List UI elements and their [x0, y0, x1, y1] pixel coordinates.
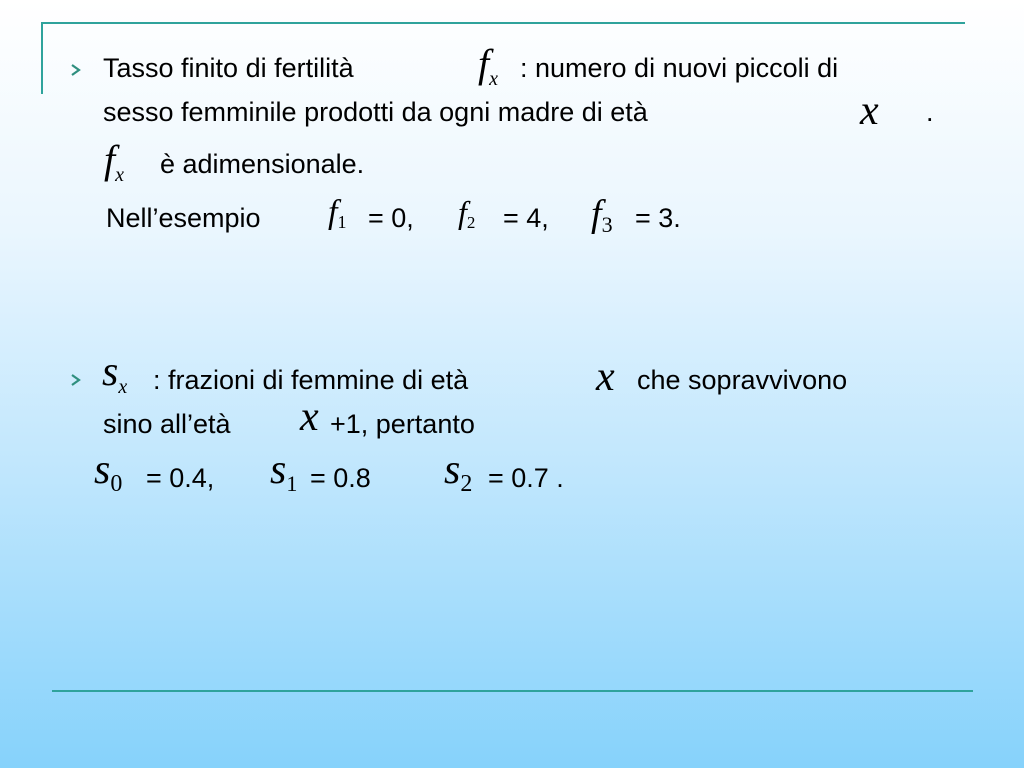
bullet1-line4-text: Nell’esempio: [106, 203, 261, 233]
s0-symbol: [94, 446, 123, 497]
bullet1-line3-text: è adimensionale.: [160, 149, 365, 179]
subscript-2: 2: [466, 213, 476, 232]
x-subscript: x: [489, 68, 499, 90]
f2-symbol: [458, 194, 475, 231]
bullet2-line1-text: : frazioni di femmine di età: [153, 365, 469, 395]
s-x-symbol: [102, 348, 127, 396]
f-x-symbol-2: [104, 136, 125, 186]
f1-value: = 0,: [368, 203, 414, 233]
bullet1-line2-period: .: [926, 97, 934, 127]
s-symbol: s: [102, 349, 119, 395]
f2-value: = 4,: [503, 203, 549, 233]
top-rule: [41, 22, 965, 24]
left-rule: [41, 22, 43, 94]
f3-value: = 3.: [635, 203, 681, 233]
bottom-rule: [52, 690, 973, 692]
s0-value: = 0.4,: [146, 463, 215, 493]
s2-symbol: [444, 446, 473, 497]
bullet1-line1-text: Tasso finito di fertilità: [103, 53, 354, 83]
bullet2-line1-text-2: che sopravvivono: [637, 365, 848, 395]
bullet1-line2-text: sesso femminile prodotti da ogni madre di età: [103, 97, 648, 127]
subscript-2: 2: [460, 471, 473, 497]
bullet2-line2-text-2: +1, pertanto: [330, 409, 475, 439]
s-symbol: s: [444, 447, 461, 493]
s1-value: = 0.8: [310, 463, 371, 493]
x-subscript: x: [118, 376, 128, 398]
f3-symbol: [591, 192, 613, 236]
f-symbol: f: [591, 193, 602, 235]
f-symbol: f: [328, 194, 338, 231]
f-symbol: f: [478, 41, 490, 86]
s-symbol: s: [270, 447, 287, 493]
x-symbol: x: [596, 354, 615, 400]
x-symbol: x: [300, 394, 319, 440]
f1-symbol: [328, 194, 346, 232]
s-symbol: s: [94, 447, 111, 493]
bullet1-line1-text-2: : numero di nuovi piccoli di: [520, 53, 839, 83]
subscript-1: 1: [286, 471, 298, 496]
f-x-symbol: [478, 40, 499, 90]
x-subscript: x: [115, 164, 125, 186]
s1-symbol: [270, 446, 297, 494]
bullet2-line2-text: sino all’età: [103, 409, 231, 439]
subscript-1: 1: [337, 212, 347, 232]
x-symbol: x: [860, 88, 879, 134]
s2-value: = 0.7 .: [488, 463, 564, 493]
subscript-3: 3: [601, 212, 613, 237]
f-symbol: f: [458, 194, 467, 230]
subscript-0: 0: [110, 471, 123, 497]
f-symbol: f: [104, 137, 116, 182]
